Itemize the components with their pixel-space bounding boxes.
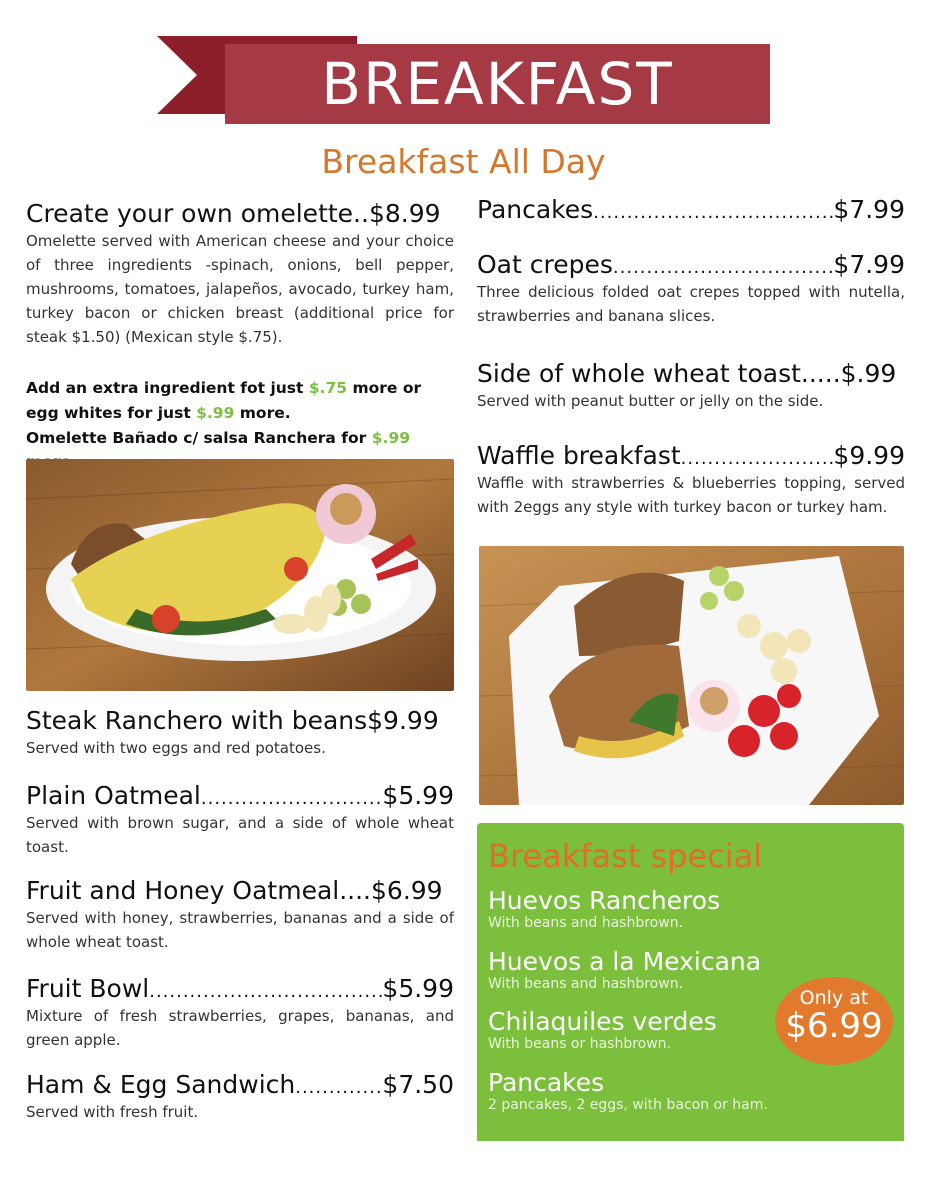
leader-dots xyxy=(149,982,382,1003)
special-item-name: Pancakes xyxy=(488,1068,605,1097)
title-banner xyxy=(225,44,770,124)
item-description: Served with two eggs and red potatoes. xyxy=(26,738,326,757)
menu-item-wheat-toast xyxy=(477,360,905,413)
special-item xyxy=(488,887,720,931)
item-name: Plain Oatmeal xyxy=(26,782,201,810)
badge-price: $6.99 xyxy=(785,1006,883,1046)
leader-dots xyxy=(681,449,834,470)
item-price: $8.99 xyxy=(368,200,441,228)
extras-price: $.99 xyxy=(196,403,235,422)
menu-item-fruit-bowl xyxy=(26,975,454,1052)
item-name: Fruit Bowl xyxy=(26,975,150,1003)
special-item-desc: With beans and hashbrown. xyxy=(488,975,684,992)
extras-price: $.75 xyxy=(308,379,348,397)
extras-line-1 xyxy=(26,376,454,426)
sandwich-plate-image xyxy=(479,546,904,805)
menu-item-pancakes xyxy=(477,196,905,225)
extras-price: $.99 xyxy=(371,428,410,447)
menu-item-omelette xyxy=(26,200,454,349)
leader-dots xyxy=(613,258,834,279)
item-price: $9.99 xyxy=(367,707,439,735)
item-header xyxy=(26,707,454,736)
item-name: Oat crepes xyxy=(477,251,613,279)
photo-sandwich xyxy=(479,546,904,805)
item-header xyxy=(26,877,454,906)
special-item-name: Huevos a la Mexicana xyxy=(488,947,762,976)
item-description: Mixture of fresh strawberries, grapes, bananas, and green apple. xyxy=(26,1006,454,1049)
item-description: Three delicious folded oat crepes topped with nutella, strawberries and banana slices. xyxy=(477,282,905,325)
leader-dots xyxy=(593,203,833,224)
item-name: Steak Ranchero with beans xyxy=(26,707,368,735)
menu-item-fruit-honey-oatmeal xyxy=(26,877,454,954)
item-description: Served with peanut butter or jelly on the side. xyxy=(477,391,824,410)
special-price-badge xyxy=(775,977,893,1065)
extras-text: Add an extra ingredient fot just xyxy=(26,379,309,397)
special-item-name: Chilaquiles verdes xyxy=(488,1007,717,1036)
menu-item-oat-crepes xyxy=(477,251,905,328)
special-item-desc: 2 pancakes, 2 eggs, with bacon or ham. xyxy=(488,1096,768,1113)
badge-label: Only at xyxy=(799,987,869,1009)
item-name: Pancakes xyxy=(477,196,594,224)
item-description: Waffle with strawberries & blueberries topping, served with 2eggs any style with turkey bacon or turkey ham. xyxy=(477,473,905,516)
item-price: $5.99 xyxy=(382,975,454,1003)
item-header xyxy=(26,975,454,1004)
special-item xyxy=(488,1069,768,1113)
special-item-desc: With beans and hashbrown. xyxy=(488,914,684,931)
omelette-plate-image xyxy=(26,459,454,691)
item-description: Served with brown sugar, and a side of whole wheat toast. xyxy=(26,813,454,856)
photo-omelette xyxy=(26,459,454,691)
menu-item-steak-ranchero xyxy=(26,707,454,760)
page-subtitle: Breakfast All Day xyxy=(321,142,606,181)
item-name: Fruit and Honey Oatmeal.... xyxy=(26,877,372,905)
item-price: $9.99 xyxy=(833,442,905,470)
extras-text: Omelette Bañado c/ salsa Ranchera for xyxy=(26,428,372,447)
item-price: $5.99 xyxy=(382,782,454,810)
special-item xyxy=(488,1008,717,1052)
item-header xyxy=(477,360,905,389)
breakfast-special-panel xyxy=(477,823,904,1141)
special-title: Breakfast special xyxy=(488,837,763,875)
special-item-name: Huevos Rancheros xyxy=(488,886,721,915)
item-name: Waffle breakfast xyxy=(477,442,681,470)
leader-dots xyxy=(201,789,383,810)
item-price: $.99 xyxy=(840,360,897,388)
item-name: Side of whole wheat toast..... xyxy=(477,360,841,388)
item-description: Served with honey, strawberries, bananas and a side of whole wheat toast. xyxy=(26,908,454,951)
item-header xyxy=(26,1071,454,1100)
item-header xyxy=(26,782,454,811)
special-item xyxy=(488,948,761,992)
item-name: Ham & Egg Sandwich xyxy=(26,1071,296,1099)
extras-text: more. xyxy=(234,403,291,422)
item-header xyxy=(477,442,905,471)
item-price: $7.99 xyxy=(833,196,905,224)
special-item-desc: With beans or hashbrown. xyxy=(488,1035,671,1052)
item-description: Omelette served with American cheese and your choice of three ingredients -spinach, onions, bell pepper, mushrooms, tomatoes, jalapeños, avocado, turkey ham, turkey bacon or chicken breast (additional price for steak $1.50) (Mexican style $.75). xyxy=(26,231,454,346)
menu-item-ham-egg-sandwich xyxy=(26,1071,454,1124)
item-price: $7.99 xyxy=(833,251,905,279)
item-name: Create your own omelette.. xyxy=(26,200,369,228)
item-header xyxy=(477,251,905,280)
item-price: $6.99 xyxy=(371,877,443,905)
leader-dots xyxy=(295,1078,382,1099)
page-title: BREAKFAST xyxy=(321,50,674,118)
menu-item-plain-oatmeal xyxy=(26,782,454,859)
item-header xyxy=(26,200,454,229)
item-header xyxy=(477,196,905,225)
item-price: $7.50 xyxy=(382,1071,454,1099)
menu-item-waffle-breakfast xyxy=(477,442,905,519)
extras-text: more or egg whites for just xyxy=(26,379,422,422)
item-description: Served with fresh fruit. xyxy=(26,1102,199,1121)
